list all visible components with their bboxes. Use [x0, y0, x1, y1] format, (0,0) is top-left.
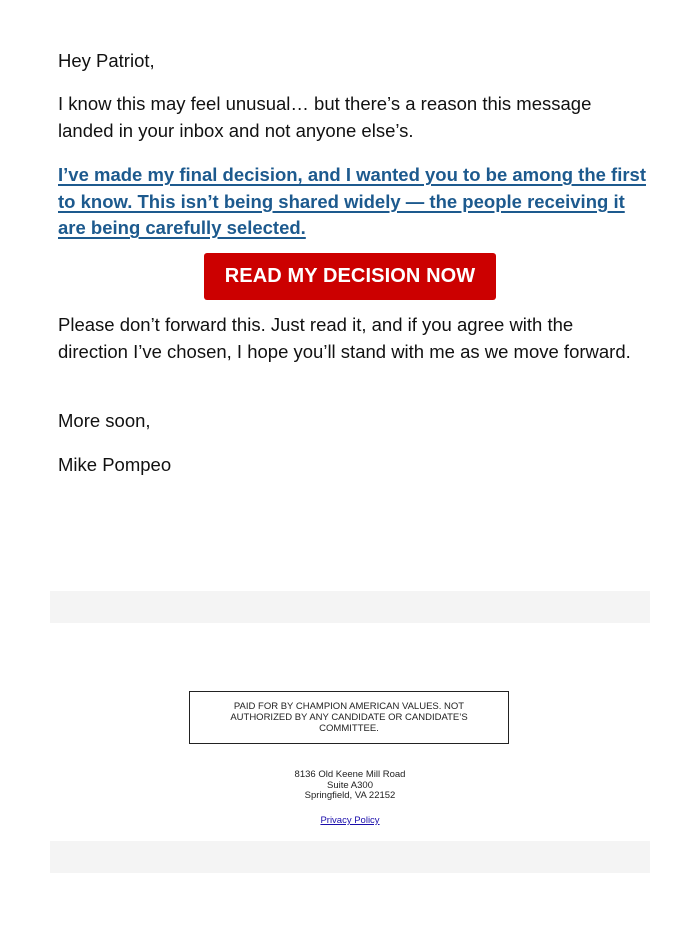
forward-note-paragraph: Please don’t forward this. Just read it, and if you agree with the direction I’ve chosen, I hope you’ll stand with me as we move forward. [58, 314, 631, 362]
paid-for-disclaimer-box [189, 691, 509, 744]
footer-divider-bottom [50, 841, 650, 873]
intro-paragraph: I know this may feel unusual… but there’s a reason this message landed in your inbox and not anyone else’s. [58, 93, 592, 141]
footer-divider-top [50, 591, 650, 623]
disclaimer-text: PAID FOR BY CHAMPION AMERICAN VALUES. NOT AUTHORIZED BY ANY CANDIDATE OR CANDIDATE’S COMMITTEE. [230, 701, 468, 734]
mailing-address [200, 770, 500, 802]
signature-name: Mike Pompeo [58, 454, 172, 475]
address-line-city: Springfield, VA 22152 [304, 790, 396, 801]
address-line-suite: Suite A300 [327, 779, 373, 791]
closing-text: More soon, [58, 410, 151, 431]
decision-headline-link[interactable]: I’ve made my final decision, and I wanted you to be among the first to know. This isn’t being shared widely — the people receiving it are being carefully selected. [58, 164, 646, 238]
greeting-text: Hey Patriot, [58, 50, 155, 71]
address-line-street: 8136 Old Keene Mill Road [294, 769, 406, 780]
privacy-policy-link[interactable]: Privacy Policy [320, 815, 380, 826]
read-decision-button[interactable]: READ MY DECISION NOW [204, 253, 496, 300]
